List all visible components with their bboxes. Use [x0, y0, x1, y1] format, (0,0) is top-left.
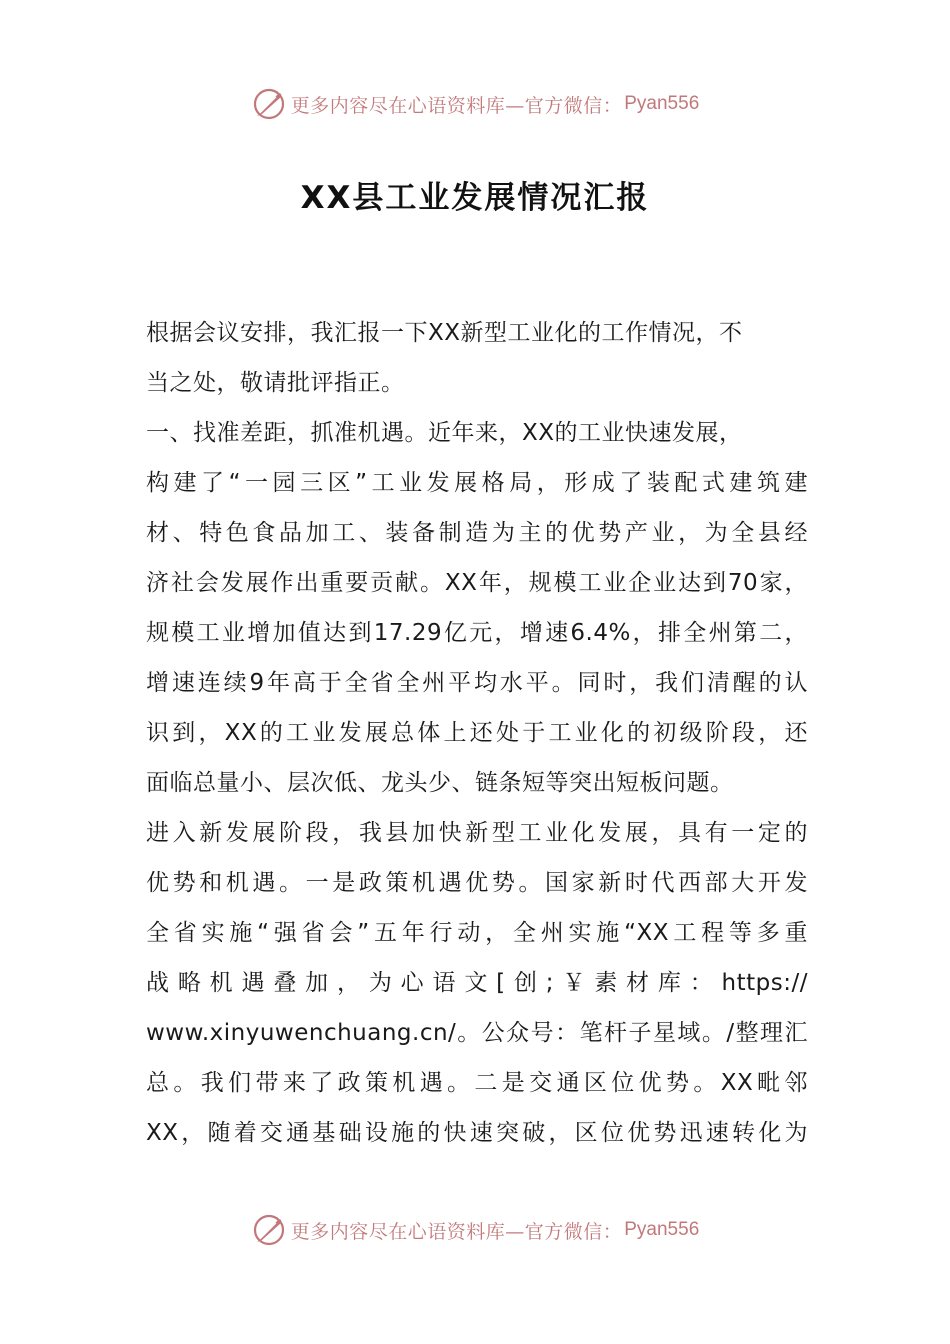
text-line: 面临总量小、层次低、龙头少、链条短等突出短板问题。 [146, 770, 734, 796]
text-line: 进入新发展阶段，我县加快新型工业化发展，具有一定的 [146, 820, 808, 846]
text-line: 构建了“一园三区”工业发展格局，形成了装配式建筑建 [146, 470, 808, 496]
text-line: www.xinyuwenchuang.cn/。公众号：笔杆子星域。/整理汇 [146, 1020, 808, 1046]
banner-text: 更多内容尽在心语资料库—官方微信： [290, 1220, 623, 1243]
text-line: 战略机遇叠加，为心语文[创;￥素材库：https:// [146, 970, 808, 996]
banner-text: 更多内容尽在心语资料库—官方微信： [290, 94, 623, 117]
text-line: 根据会议安排，我汇报一下XX新型工业化的工作情况，不 [146, 320, 743, 346]
footer-banner [0, 1208, 950, 1252]
text-line: 一、找准差距，抓准机遇。近年来，XX的工业快速发展， [146, 420, 743, 446]
banner-wechat-id: Pyan556 [624, 1219, 700, 1240]
document-body [146, 308, 808, 1158]
text-line: 当之处，敬请批评指正。 [146, 370, 405, 396]
quill-logo-icon [251, 1212, 287, 1248]
text-line: 济社会发展作出重要贡献。XX年，规模工业企业达到70家， [146, 570, 808, 596]
text-line: 总。我们带来了政策机遇。二是交通区位优势。XX毗邻 [146, 1070, 808, 1096]
header-banner [0, 82, 950, 126]
banner-wechat-id: Pyan556 [624, 93, 700, 114]
text-line: 增速连续9年高于全省全州平均水平。同时，我们清醒的认 [146, 670, 808, 696]
text-line: 材、特色食品加工、装备制造为主的优势产业，为全县经 [146, 520, 808, 546]
text-line: 优势和机遇。一是政策机遇优势。国家新时代西部大开发 [146, 870, 808, 896]
quill-logo-icon [251, 86, 287, 122]
text-line: 全省实施“强省会”五年行动，全州实施“XX工程等多重 [146, 920, 808, 946]
text-line: XX，随着交通基础设施的快速突破，区位优势迅速转化为 [146, 1120, 808, 1146]
text-line: 规模工业增加值达到17.29亿元，增速6.4%，排全州第二， [146, 620, 808, 646]
text-line: 识到，XX的工业发展总体上还处于工业化的初级阶段，还 [146, 720, 808, 746]
document-title: XX县工业发展情况汇报 [300, 180, 650, 216]
